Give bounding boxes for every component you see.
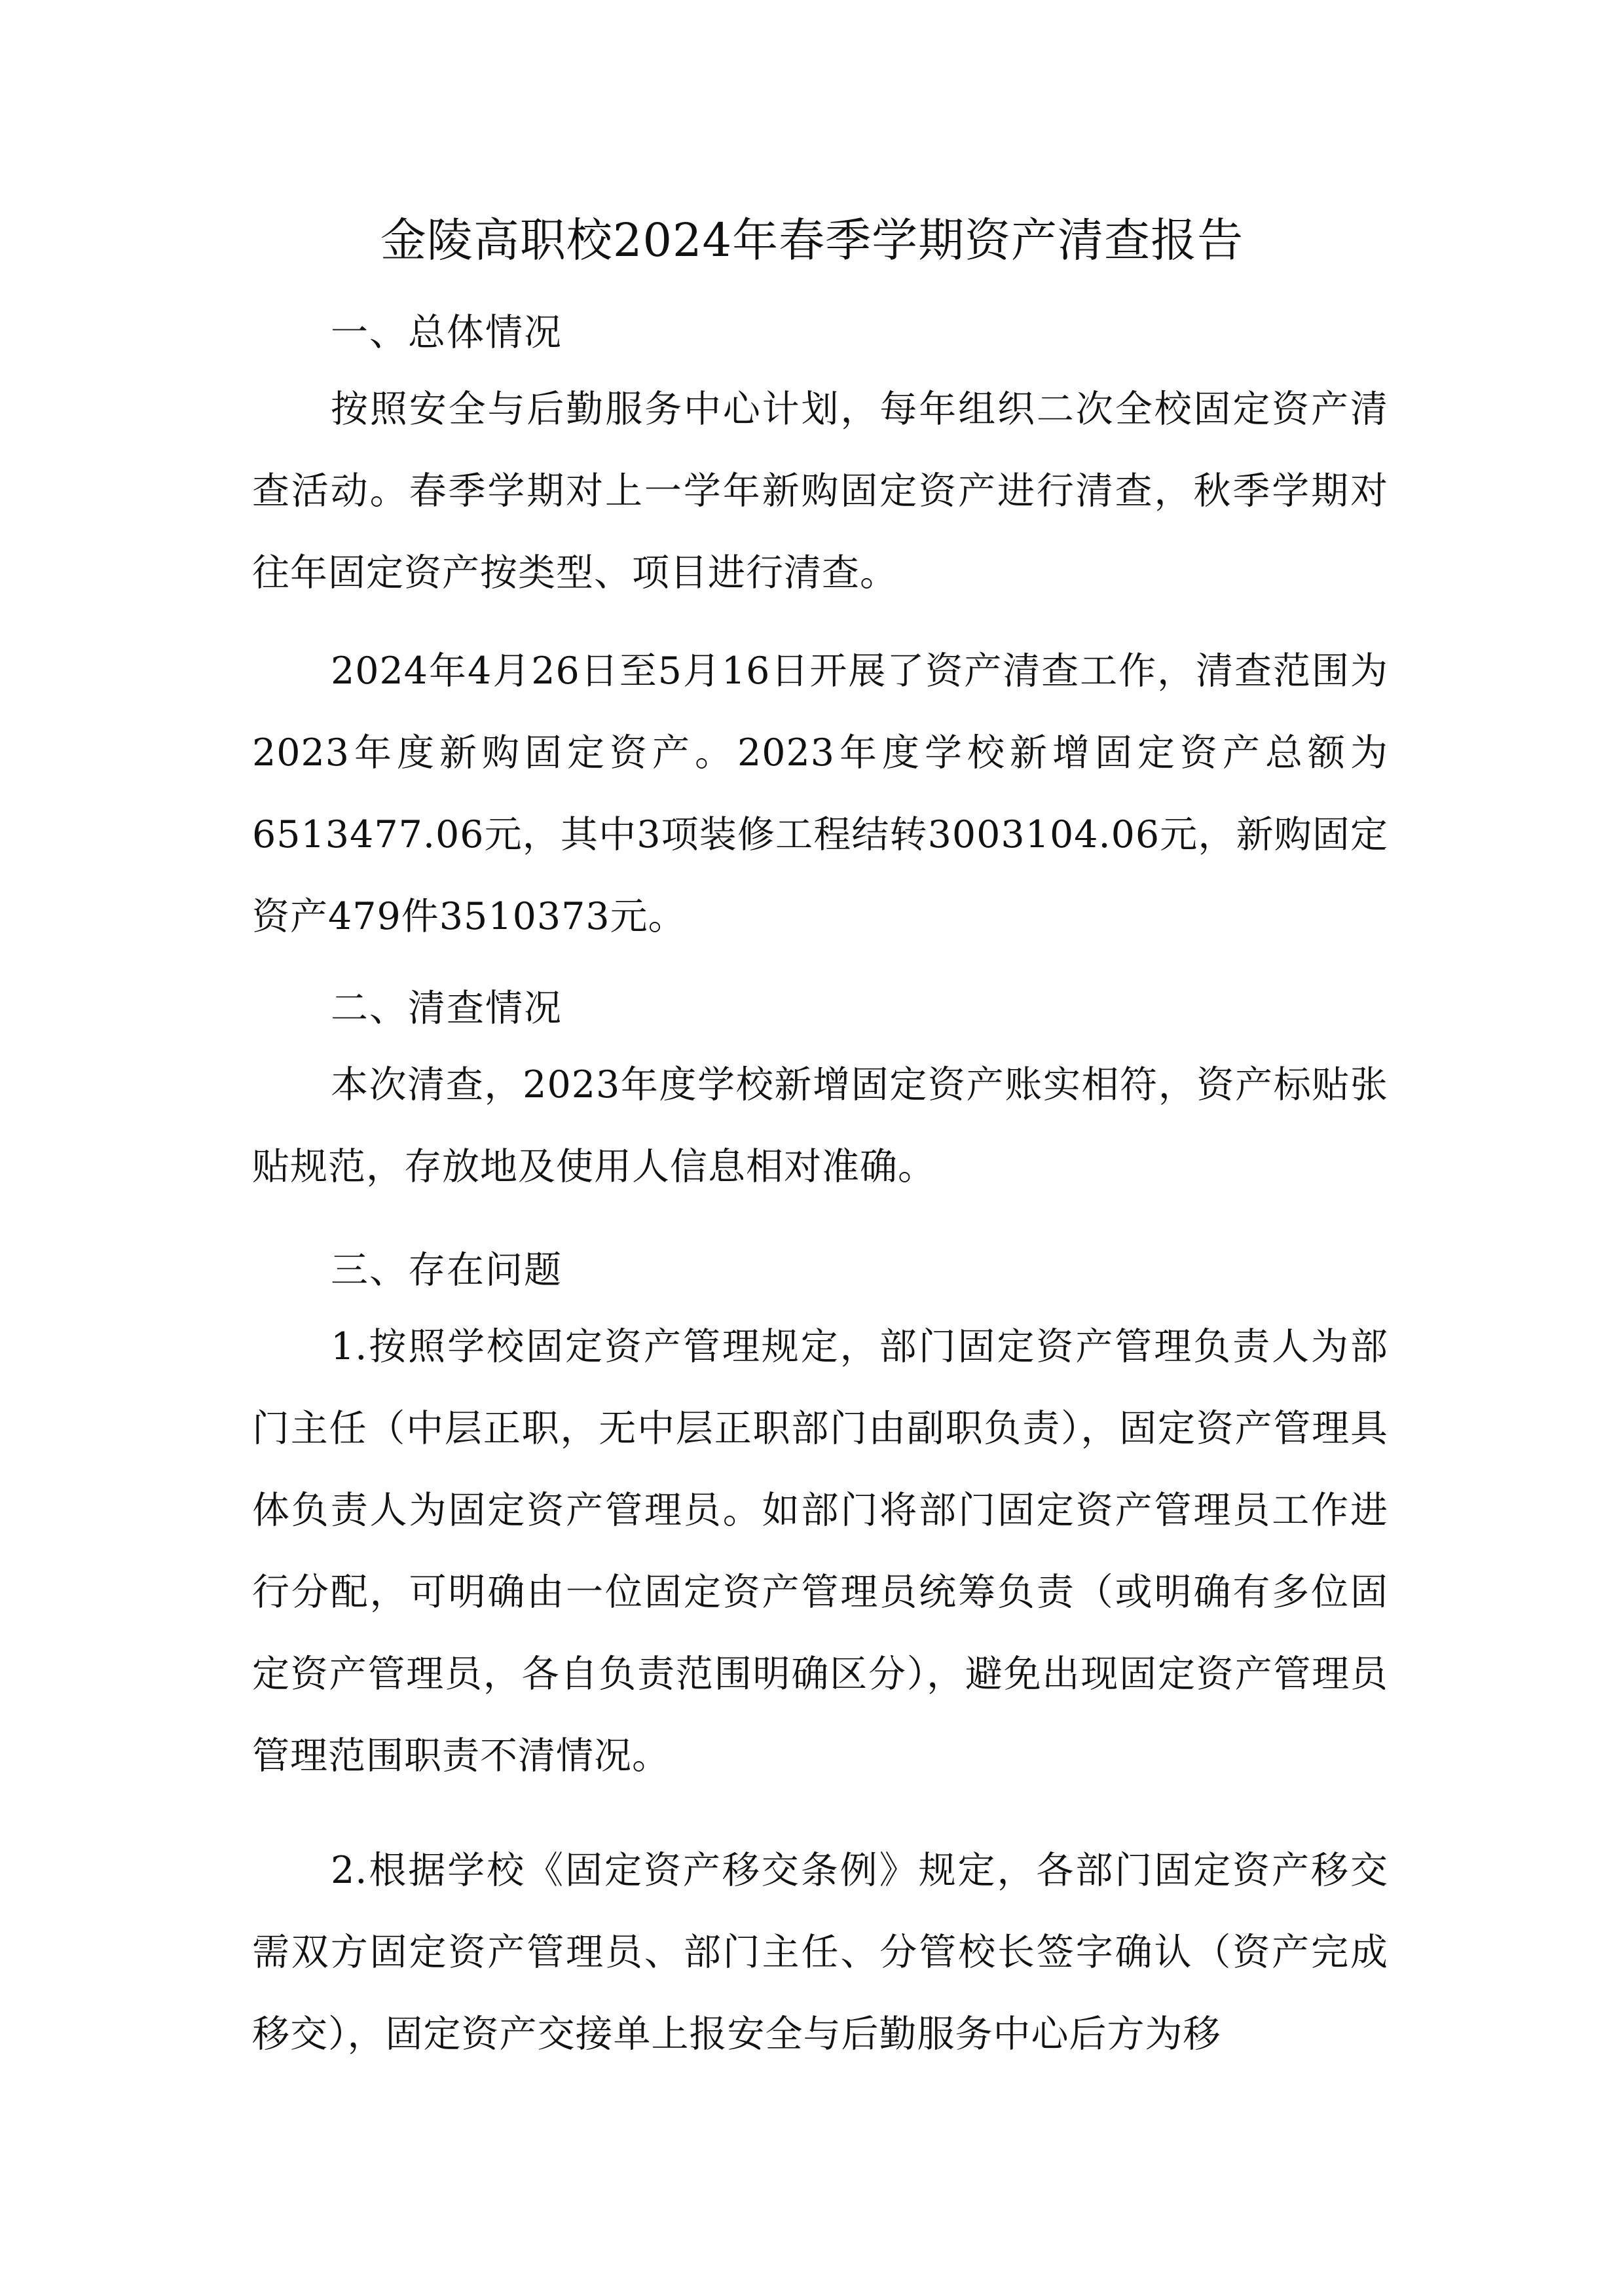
paragraph-overview-scope: 2024年4月26日至5月16日开展了资产清查工作，清查范围为2023年度新购固定资产。2023年度学校新增固定资产总额为6513477.06元，其中3项装修工程结转3003104.06元，新购固定资产479件3510373元。 bbox=[252, 649, 1388, 938]
section-heading-overview: 一、总体情况 bbox=[331, 311, 563, 354]
paragraph-problem-1: 1.按照学校固定资产管理规定，部门固定资产管理负责人为部门主任（中层正职，无中层正职部门由副职负责），固定资产管理具体负责人为固定资产管理员。如部门将部门固定资产管理员工作进行分配，可明确由一位固定资产管理员统筹负责（或明确有多位固定资产管理员，各自负责范围明确区分），避免出现固定资产管理员管理范围职责不清情况。 bbox=[252, 1325, 1388, 1777]
section-heading-problems: 三、存在问题 bbox=[331, 1248, 563, 1292]
paragraph-inspection-result: 本次清查，2023年度学校新增固定资产账实相符，资产标贴张贴规范，存放地及使用人信息相对准确。 bbox=[252, 1063, 1388, 1188]
paragraph-overview-plan: 按照安全与后勤服务中心计划，每年组织二次全校固定资产清查活动。春季学期对上一学年新购固定资产进行清查，秋季学期对往年固定资产按类型、项目进行清查。 bbox=[252, 388, 1388, 594]
paragraph-problem-2: 2.根据学校《固定资产移交条例》规定，各部门固定资产移交需双方固定资产管理员、部门主任、分管校长签字确认（资产完成移交），固定资产交接单上报安全与后勤服务中心后方为移 bbox=[252, 1849, 1388, 2056]
document-title: 金陵高职校2024年春季学期资产清查报告 bbox=[380, 213, 1244, 267]
section-heading-inspection: 二、清查情况 bbox=[331, 987, 563, 1030]
